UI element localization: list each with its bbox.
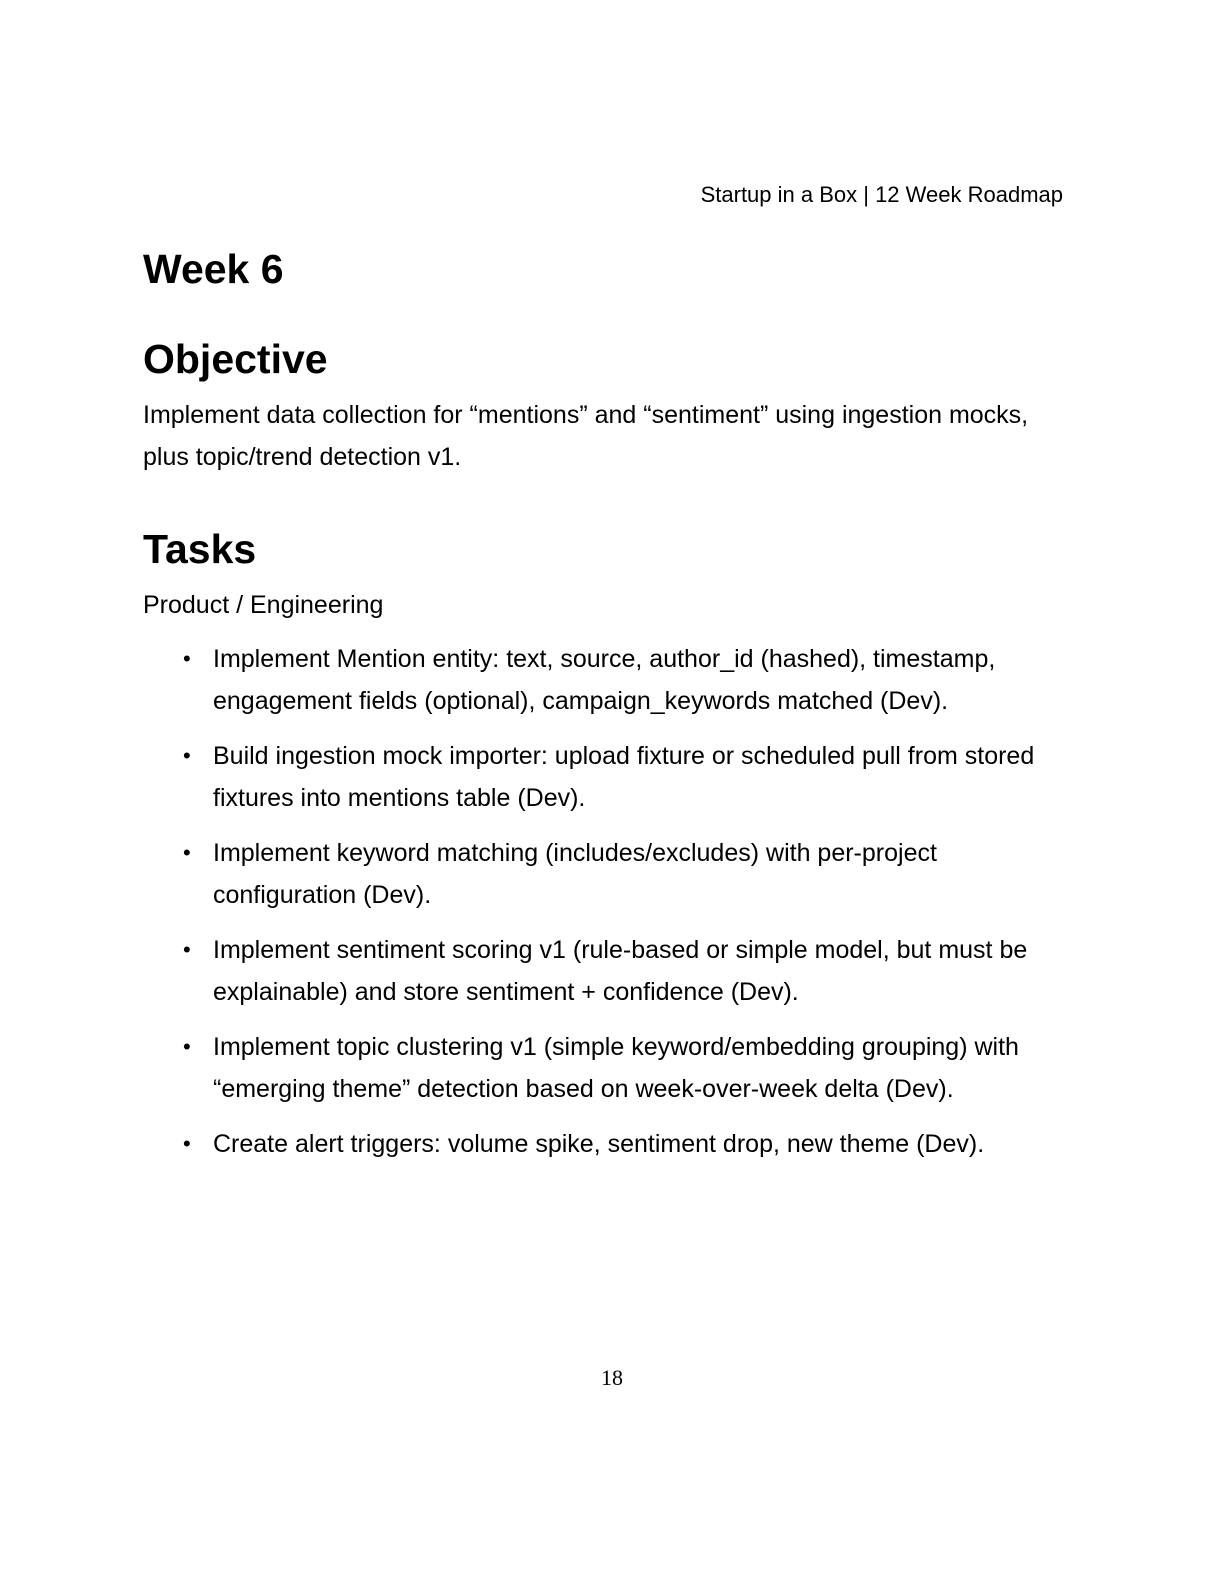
page-content <box>143 240 1073 1178</box>
bullet-icon: • <box>183 1131 191 1156</box>
bullet-icon: • <box>183 937 191 962</box>
running-header: Startup in a Box | 12 Week Roadmap <box>700 182 1063 207</box>
task-item <box>143 638 1073 722</box>
task-list <box>143 638 1073 1165</box>
week-title: Week 6 <box>143 246 284 292</box>
bullet-icon: • <box>183 1034 191 1059</box>
task-text: Implement Mention entity: text, source, author_id (hashed), timestamp, engagement fields (optional), campaign_keywords matched (Dev). <box>213 645 996 715</box>
task-text: Implement sentiment scoring v1 (rule-based or simple model, but must be explainable) and store sentiment + confidence (Dev). <box>213 936 1028 1006</box>
bullet-icon: • <box>183 743 191 768</box>
page-number: 18 <box>601 1365 623 1390</box>
task-text: Build ingestion mock importer: upload fixture or scheduled pull from stored fixtures into mentions table (Dev). <box>213 742 1035 812</box>
objective-text: Implement data collection for “mentions” and “sentiment” using ingestion mocks, plus topic/trend detection v1. <box>143 401 1029 471</box>
bullet-icon: • <box>183 840 191 865</box>
task-item <box>143 832 1073 916</box>
task-item <box>143 735 1073 819</box>
task-item <box>143 929 1073 1013</box>
task-item <box>143 1123 1073 1165</box>
tasks-subheading: Product / Engineering <box>143 591 384 619</box>
task-text: Create alert triggers: volume spike, sentiment drop, new theme (Dev). <box>213 1130 985 1158</box>
task-text: Implement topic clustering v1 (simple keyword/embedding grouping) with “emerging theme” detection based on week-over-week delta (Dev). <box>213 1033 1019 1103</box>
task-text: Implement keyword matching (includes/excludes) with per-project configuration (Dev). <box>213 839 937 909</box>
task-item <box>143 1026 1073 1110</box>
bullet-icon: • <box>183 646 191 671</box>
objective-heading: Objective <box>143 336 328 382</box>
tasks-heading: Tasks <box>143 526 257 572</box>
